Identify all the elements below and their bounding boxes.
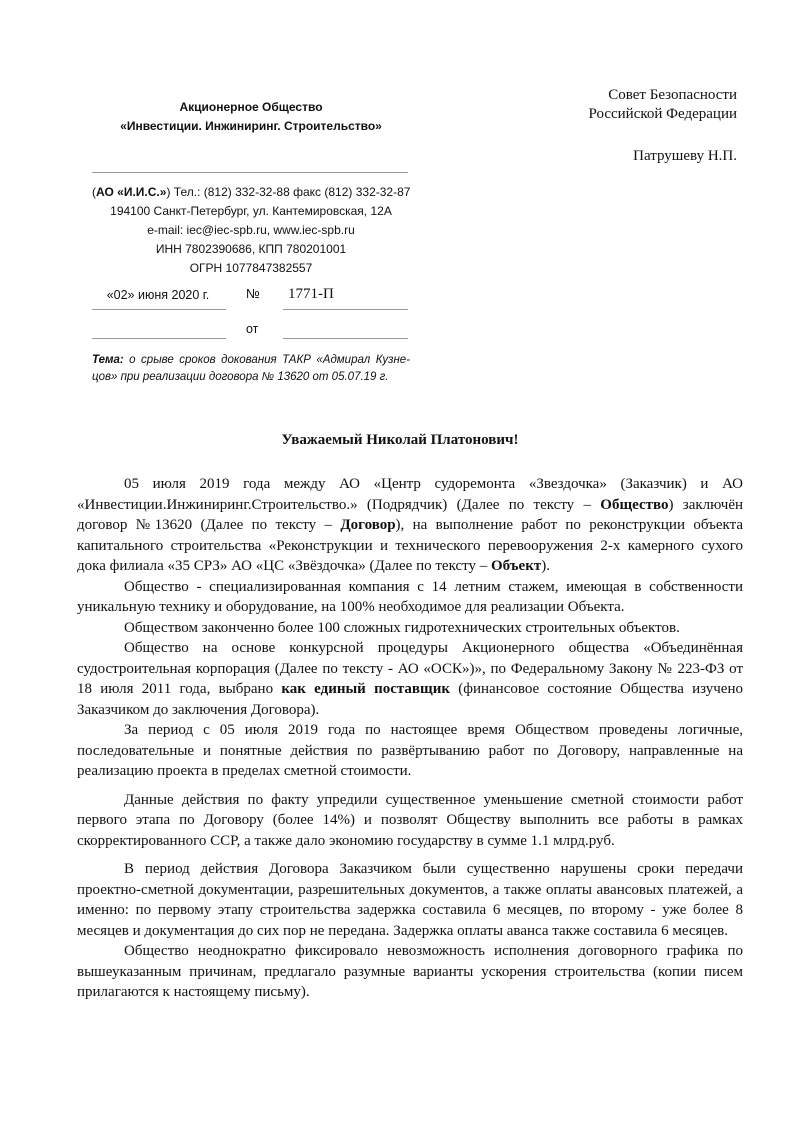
subject-text: о срыве сроков докования ТАКР «Адмирал Кузне-цов» при реализации договора № 13620 от 05.07.19 г. xyxy=(92,354,410,383)
recipient-organization xyxy=(588,86,737,124)
p1-text-a: 05 июля 2019 года между АО «Центр судоремонта «Звездочка» (Заказчик) и АО «Инвестиции.Инжиниринг.Строительство.» (Подрядчик) (Далее по тексту – xyxy=(77,476,743,513)
p4-text-c: (финансовое состояние Общества изучено Заказчиком до заключения Договора). xyxy=(77,681,743,718)
contact-phone-line xyxy=(92,183,410,202)
contact-address: 194100 Санкт-Петербург, ул. Кантемировская, 12А xyxy=(110,204,392,218)
p1-bold-society: Общество xyxy=(600,496,669,513)
recipient-name: Патрушеву Н.П. xyxy=(633,148,737,164)
paragraph-5: За период с 05 июля 2019 года по настоящее время Обществом проведены логичные, последовательные и понятные действия по развёртыванию работ по Договору, направленные на реализацию проекта в пределах сметной стоимости. xyxy=(77,722,743,779)
organization-name-line1: Акционерное Общество xyxy=(179,100,323,114)
reply-number-underline xyxy=(283,338,408,339)
paren-open: ( xyxy=(92,185,96,199)
from-label: от xyxy=(246,322,259,336)
letter-number: 1771-П xyxy=(288,286,334,302)
recipient-line2: Российской Федерации xyxy=(588,106,737,122)
number-sign: № xyxy=(246,286,260,301)
paragraph-8: Общество неоднократно фиксировало невозможность исполнения договорного графика по вышеуказанным причинам, предлагало разумные варианты ускорения строительства (копии писем прилагаются к настоящему письму). xyxy=(77,943,743,1000)
p1-bold-object: Объект xyxy=(491,558,542,574)
organization-name-line2: «Инвестиции. Инжиниринг. Строительство» xyxy=(120,119,382,133)
contact-inn: ИНН 7802390686, КПП 780201001 xyxy=(155,242,347,256)
contact-block xyxy=(92,183,410,278)
p1-text-g: ). xyxy=(541,558,550,574)
paragraph-6: Данные действия по факту упредили существенное уменьшение сметной стоимости работ первого этапа по Договору (более 14%) и позволят Обществу выполнить все работы в рамках скорректированного ССР, а также дало экономию государству в сумме 1.1 млрд.руб. xyxy=(77,791,743,849)
p4-bold-supplier: как единый поставщик xyxy=(281,681,450,697)
date-underline xyxy=(92,309,226,310)
paren-close: ) xyxy=(166,185,171,199)
letter-date: «02» июня 2020 г. xyxy=(106,288,210,302)
paragraph-4 xyxy=(77,638,743,720)
paragraph-7: В период действия Договора Заказчиком были существенно нарушены сроки передачи проектно-сметной документации, разрешительных документов, а также оплаты авансовых платежей, а именно: по первому этапу строительства задержка составила 6 месяцев, по второму - уже более 8 месяцев и документация до сих пор не передана. Задержка оплаты аванса также составила 6 месяцев. xyxy=(77,861,743,939)
p4-text-a: Общество на основе конкурсной процедуры Акционерного общества «Объединённая судостроительная корпорация (Далее по тексту - АО «ОСК»)», по Федеральному Закону № 223-ФЗ от 18 июля 2011 года, выбрано xyxy=(77,640,743,697)
letter-body xyxy=(77,474,743,1003)
letter-subject xyxy=(92,352,410,386)
salutation: Уважаемый Николай Платонович! xyxy=(281,432,519,448)
contact-phone: Тел.: (812) 332-32-88 факс (812) 332-32-87 xyxy=(170,185,411,199)
p1-text-c: ) заключён договор №13620 (Далее по тексту – xyxy=(77,496,743,533)
subject-label: Тема: xyxy=(92,354,124,366)
recipient-line1: Совет Безопасности xyxy=(608,87,737,103)
paragraph-1 xyxy=(77,474,743,577)
reply-date-underline xyxy=(92,338,226,339)
organization-name xyxy=(92,98,410,136)
contact-email: e-mail: iec@iec-spb.ru, www.iec-spb.ru xyxy=(147,223,355,237)
number-underline xyxy=(283,309,408,310)
paragraph-3: Обществом законченно более 100 сложных гидротехнических строительных объектов. xyxy=(124,619,680,636)
contact-ogrn: ОГРН 1077847382557 xyxy=(189,261,313,275)
company-short-name: АО «И.И.С.» xyxy=(96,185,167,199)
paragraph-2: Общество - специализированная компания с 14 летним стажем, имеющая в собственности уникальную технику и оборудование, на 100% необходимое для реализации Объекта. xyxy=(77,578,743,615)
p1-text-e: ), на выполнение работ по реконструкции объекта капитального строительства «Реконструкции и технического перевооружения 2-х камерного сухого дока филиала «35 СРЗ» АО «ЦС «Звёздочка» (Далее по тексту – xyxy=(77,517,743,574)
header-divider xyxy=(92,172,408,173)
p1-bold-contract: Договор xyxy=(340,517,396,533)
